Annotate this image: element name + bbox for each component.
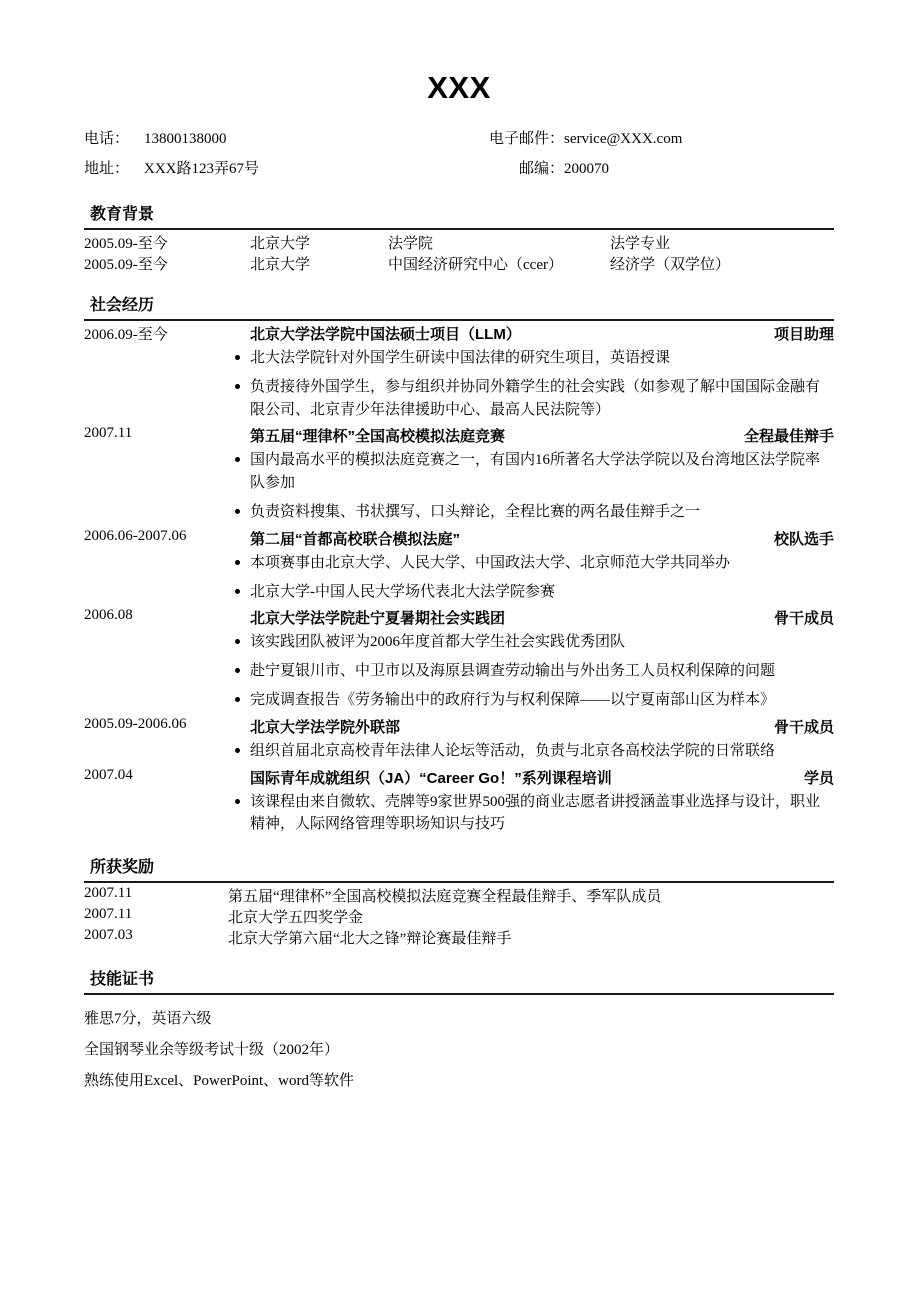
experience-bullets <box>84 740 834 763</box>
award-date: 2007.03 <box>84 927 133 944</box>
skills-list <box>84 997 834 1090</box>
experience-role: 全程最佳辩手 <box>743 428 834 446</box>
award-text: 北京大学五四奖学金 <box>228 910 364 927</box>
education-date: 2005.09-至今 <box>84 257 168 273</box>
section-title-education: 教育背景 <box>90 206 155 223</box>
email-label: 电子邮件： <box>488 131 564 147</box>
education-school: 北京大学 <box>250 257 311 273</box>
list-item: 本项赛事由北京大学、人民大学、中国政法大学、北京师范大学共同举办 <box>235 552 834 575</box>
awards-table <box>84 885 834 948</box>
award-date: 2007.11 <box>84 885 133 902</box>
address-value: XXX路123弄67号 <box>144 161 259 177</box>
phone-value: 13800138000 <box>144 131 227 147</box>
phone-label: 电话： <box>84 131 130 147</box>
table-row <box>84 927 834 948</box>
list-item: 国内最高水平的模拟法庭竞赛之一，有国内16所著名大学法学院以及台湾地区法学院率队参加 <box>235 449 834 495</box>
experience-title: 第五届“理律杯”全国高校模拟法庭竞赛 <box>250 428 506 446</box>
skill-line: 熟练使用Excel、PowerPoint、word等软件 <box>84 1073 354 1090</box>
list-item: 完成调查报告《劳务输出中的政府行为与权利保障——以宁夏南部山区为样本》 <box>235 689 834 712</box>
experience-role: 骨干成员 <box>773 718 834 736</box>
experience-date: 2007.04 <box>84 766 133 783</box>
education-date: 2005.09-至今 <box>84 236 168 252</box>
resume-sheet <box>84 0 834 1090</box>
award-date: 2007.11 <box>84 906 133 923</box>
contact-row <box>84 123 834 153</box>
experience-bullets <box>84 631 834 711</box>
table-row <box>84 906 834 927</box>
experience-title: 北京大学法学院中国法硕士项目（LLM） <box>250 326 521 343</box>
experience-role: 项目助理 <box>773 326 834 343</box>
experience-role: 学员 <box>803 769 834 787</box>
experience-title: 北京大学法学院赴宁夏暑期社会实践团 <box>250 610 506 628</box>
list-item: 北京大学-中国人民大学场代表北大法学院参赛 <box>235 581 834 604</box>
experience-entry <box>84 716 834 763</box>
experience-entry <box>84 528 834 604</box>
email-value: service@XXX.com <box>564 131 683 147</box>
list-item: 北大法学院针对外国学生研读中国法律的研究生项目，英语授课 <box>235 347 834 370</box>
contact-row <box>84 153 834 183</box>
education-major: 经济学（双学位） <box>610 257 731 273</box>
experience-entry <box>84 767 834 837</box>
list-item: 负责资料搜集、书状撰写、口头辩论，全程比赛的两名最佳辩手之一 <box>235 501 834 524</box>
education-school: 北京大学 <box>250 236 311 252</box>
skill-line: 全国钢琴业余等级考试十级（2002年） <box>84 1042 340 1059</box>
experience-bullets <box>84 552 834 604</box>
section-title-skills: 技能证书 <box>90 971 155 989</box>
experience-role: 校队选手 <box>773 530 834 548</box>
section-divider-education <box>84 228 834 230</box>
experience-role: 骨干成员 <box>773 610 834 628</box>
table-row <box>84 253 834 274</box>
experience-date: 2005.09-2006.06 <box>84 715 187 732</box>
experience-title: 北京大学法学院外联部 <box>250 718 401 736</box>
experience-title: 第二届“首都高校联合模拟法庭” <box>250 530 461 548</box>
education-major: 法学专业 <box>610 236 671 252</box>
education-department: 中国经济研究中心（ccer） <box>388 257 563 273</box>
experience-date: 2006.08 <box>84 607 133 624</box>
page-title: XXX <box>427 70 491 105</box>
experience-date: 2007.11 <box>84 425 133 442</box>
experience-entry <box>84 323 834 421</box>
list-item: 该课程由来自微软、壳牌等9家世界500强的商业志愿者讲授涵盖事业选择与设计，职业精神，人际网络管理等职场知识与技巧 <box>235 791 834 837</box>
skill-line: 雅思7分，英语六级 <box>84 1011 212 1028</box>
table-row <box>84 885 834 906</box>
experience-bullets <box>84 347 834 421</box>
list-item: 赴宁夏银川市、中卫市以及海原县调查劳动输出与外出务工人员权利保障的问题 <box>235 660 834 683</box>
list-item: 组织首届北京高校青年法律人论坛等活动，负责与北京各高校法学院的日常联络 <box>235 740 834 763</box>
section-title-experience: 社会经历 <box>90 297 155 314</box>
experience-entry <box>84 425 834 523</box>
experience-bullets <box>84 791 834 837</box>
postcode-value: 200070 <box>564 161 609 177</box>
section-divider-skills <box>84 993 834 995</box>
education-department: 法学院 <box>388 236 434 252</box>
section-title-awards: 所获奖励 <box>90 859 155 877</box>
postcode-label: 邮编： <box>518 161 564 177</box>
section-divider-experience <box>84 319 834 321</box>
experience-entry <box>84 607 834 711</box>
award-text: 北京大学第六届“北大之锋”辩论赛最佳辩手 <box>228 931 512 948</box>
contact-info <box>84 123 834 183</box>
list-item: 该实践团队被评为2006年度首都大学生社会实践优秀团队 <box>235 631 834 654</box>
experience-title: 国际青年成就组织（JA）“Career Go！”系列课程培训 <box>250 769 612 787</box>
table-row <box>84 232 834 253</box>
award-text: 第五届“理律杯”全国高校模拟法庭竞赛全程最佳辩手、季军队成员 <box>228 889 662 906</box>
section-divider-awards <box>84 881 834 883</box>
experience-bullets <box>84 449 834 523</box>
address-label: 地址： <box>84 161 130 177</box>
experience-date: 2006.09-至今 <box>84 327 168 343</box>
experience-date: 2006.06-2007.06 <box>84 527 187 544</box>
education-table <box>84 232 834 274</box>
list-item: 负责接待外国学生，参与组织并协同外籍学生的社会实践（如参观了解中国国际金融有限公司、北京青少年法律援助中心、最高人民法院等） <box>235 376 834 422</box>
